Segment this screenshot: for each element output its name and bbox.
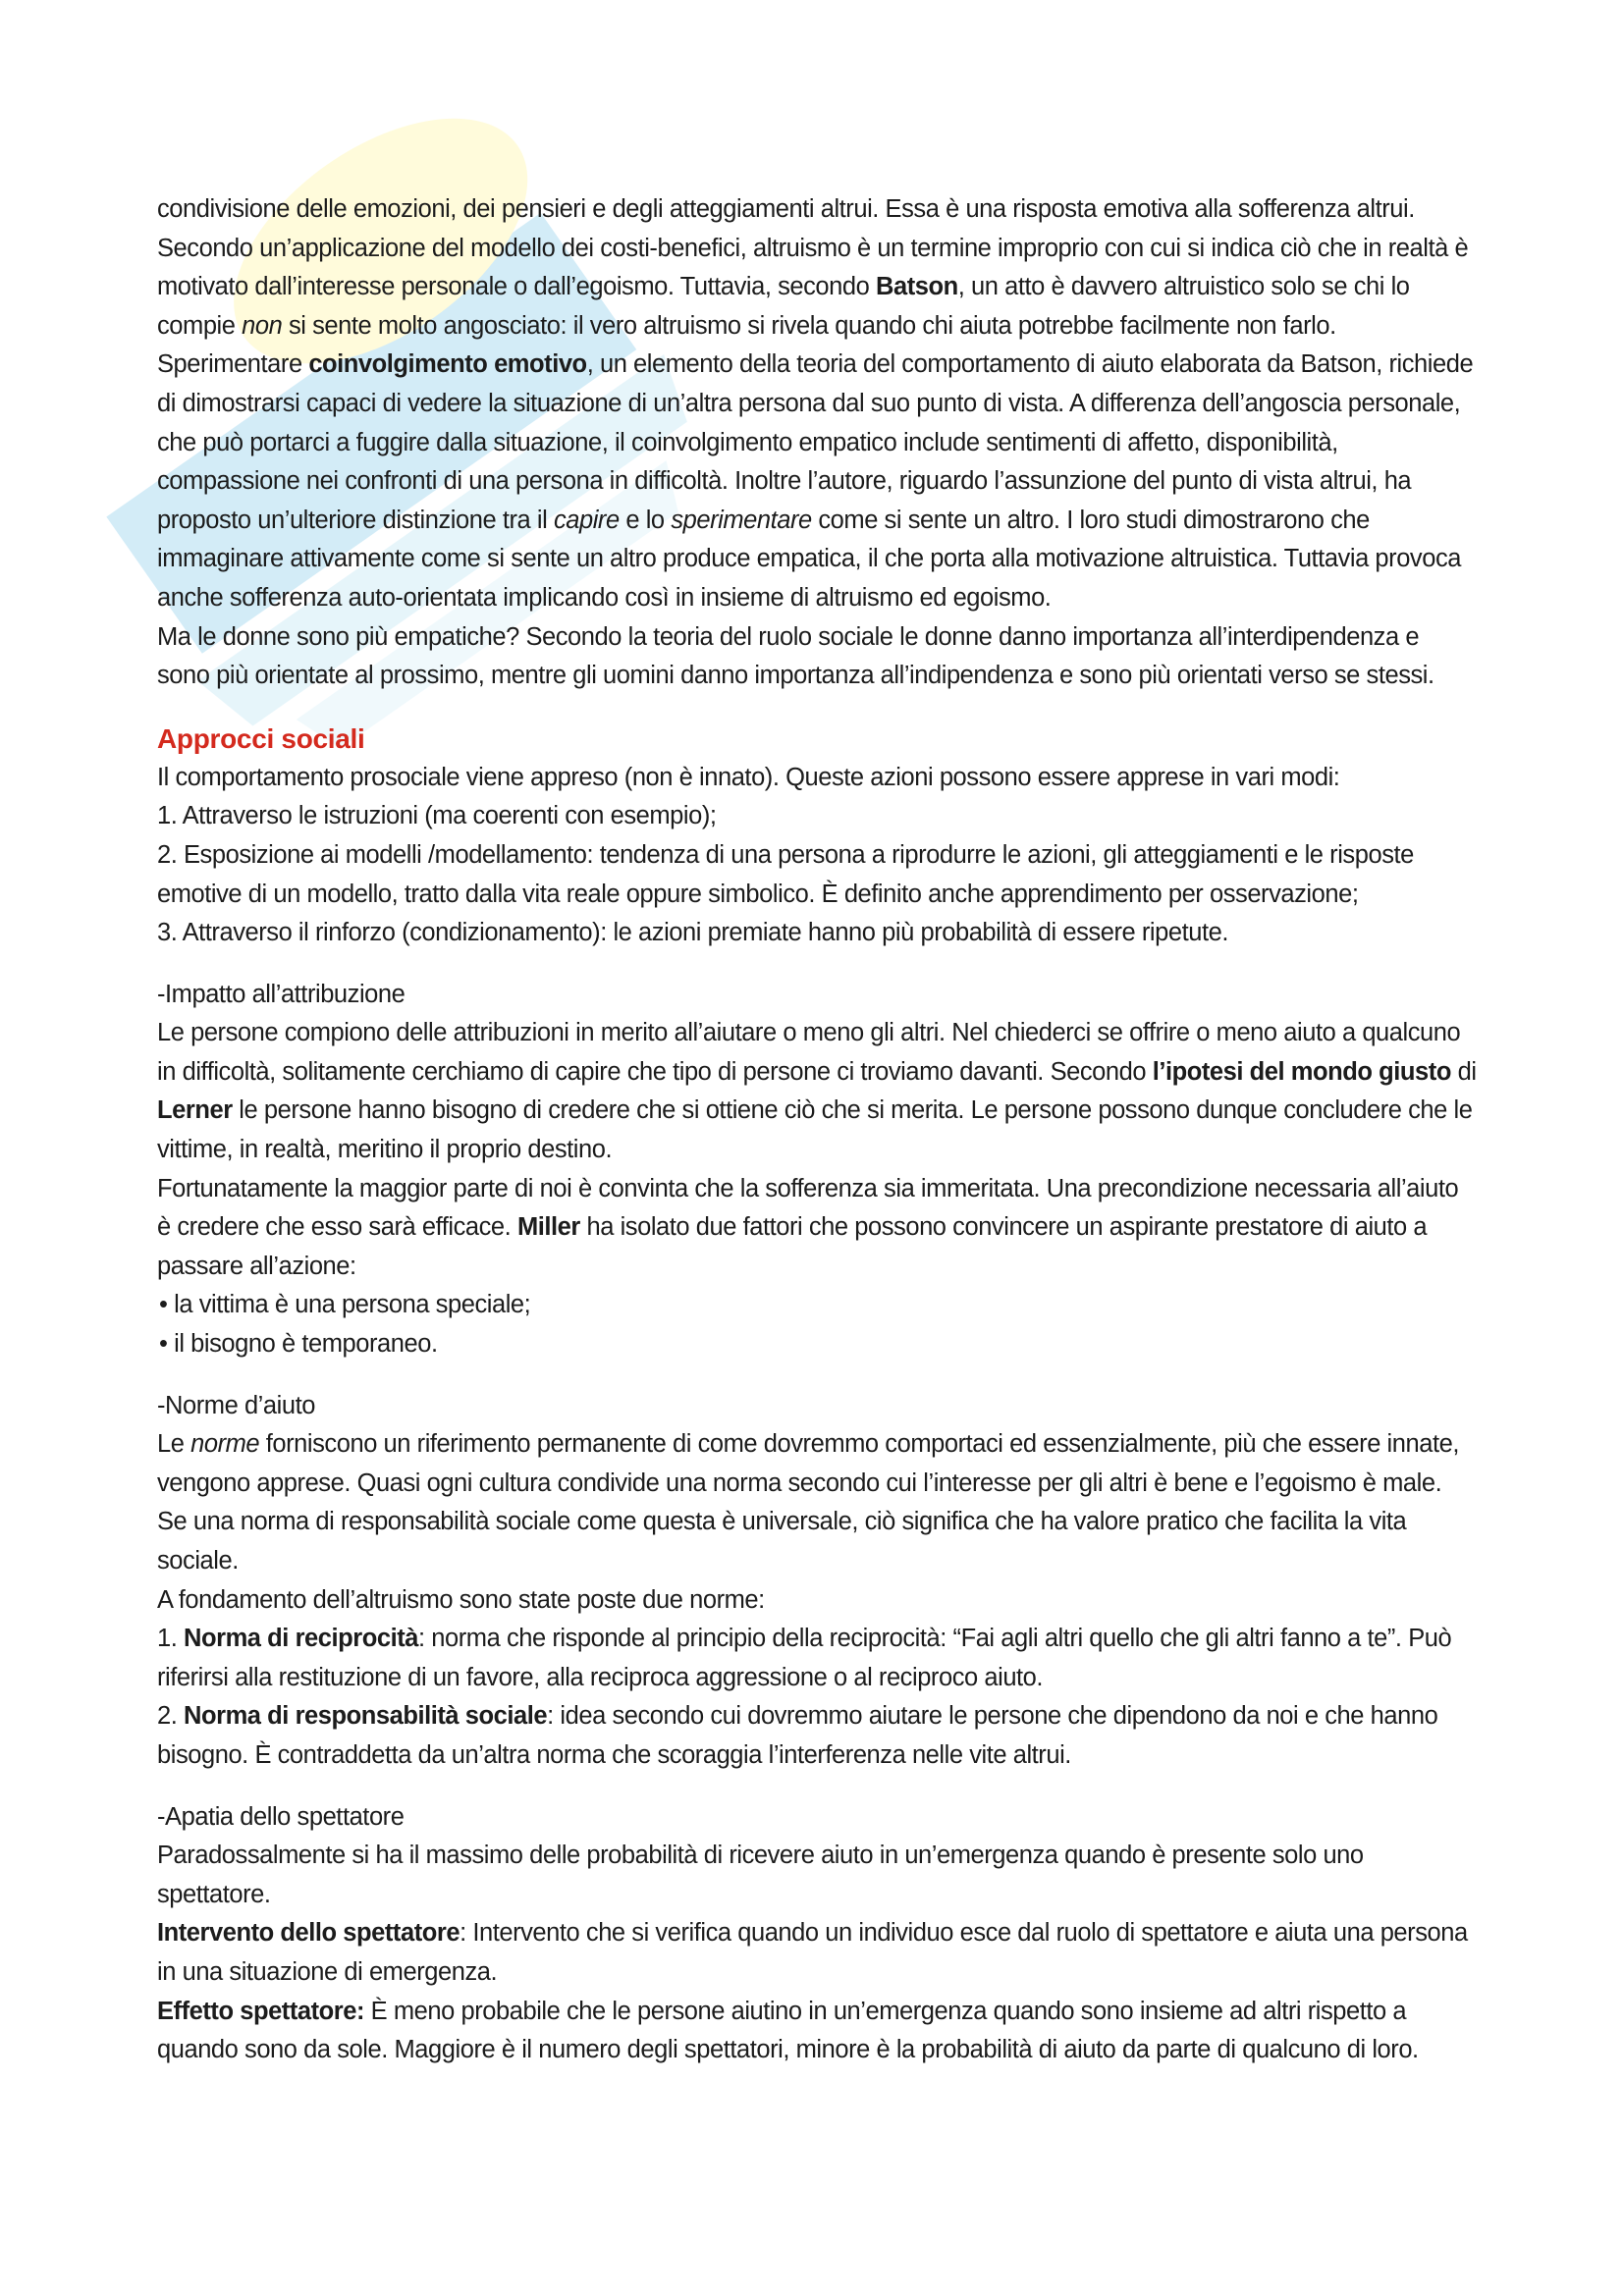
term-effetto-spettatore: Effetto spettatore: [157,1997,365,2025]
subheading-impatto-attribuzione: -Impatto all’attribuzione [157,980,406,1008]
bullet-item-2: • il bisogno è temporaneo. [159,1330,438,1359]
approcci-item-1: 1. Attraverso le istruzioni (ma coerenti con esempio); [157,802,717,830]
intro-paragraph: condivisione delle emozioni, dei pensieri e degli atteggiamenti altrui. Essa è una risposta emotiva alla sofferenza altrui. Secondo un’applicazione del modello dei costi-benefici, altruismo è un termine improprio con cui si indica ciò che in realtà è motivato dall’interesse personale o dall’egoismo. Tuttavia, secondo Batson, un atto è davvero altruistico solo se chi lo compie non si sente molto angosciato: il vero altruismo si rivela quando chi aiuta potrebbe facilmente non farlo. Sperimentare coinvolgimento emotivo, un elemento della teoria del comportamento di aiuto elaborata da Batson, richiede di dimostrarsi capaci di vedere la situazione di un’altra persona dal suo punto di vista. A differenza dell’angoscia personale, che può portarci a fuggire dalla situazione, il coinvolgimento empatico include sentimenti di affetto, disponibilità, compassione nei confronti di una persona in difficoltà. Inoltre l’autore, riguardo l’assunzione del punto di vista altrui, ha proposto un’ulteriore distinzione tra il capire e lo sperimentare come si sente un altro. I loro studi dimostrarono che immaginare attivamente come si sente un altro produce empatica, il che porta alla motivazione altruistica. Tuttavia provoca anche sofferenza auto-orientata implicando così in insieme di altruismo ed egoismo. [157,195,1474,612]
attribuzione-paragraph-1: Le persone compiono delle attribuzioni in merito all’aiutare o meno gli altri. Nel chiederci se offrire o meno aiuto a qualcuno in difficoltà, solitamente cerchiamo di capire che tipo di persone ci troviamo davanti. Secondo l’ipotesi del mondo giusto di Lerner le persone hanno bisogno di credere che si ottiene ciò che si merita. Le persone possono dunque concludere che le vittime, in realtà, meritino il proprio destino. [157,1019,1477,1164]
term-ipotesi-mondo-giusto: l’ipotesi del mondo giusto [1152,1057,1451,1086]
definition-effetto-spettatore: Effetto spettatore: È meno probabile che le persone aiutino in un’emergenza quando sono insieme ad altri rispetto a quando sono da sole. Maggiore è il numero degli spettatori, minore è la probabilità di aiuto da parte di qualcuno di loro. [157,1997,1419,2064]
approcci-item-3: 3. Attraverso il rinforzo (condizionamento): le azioni premiate hanno più probabilità di essere ripetute. [157,919,1228,947]
apatia-paragraph-1: Paradossalmente si ha il massimo delle probabilità di ricevere aiuto in un’emergenza quando è presente solo uno spettatore. [157,1842,1364,1908]
term-norma-reciprocita: Norma di reciprocità [184,1625,419,1653]
approcci-item-2: 2. Esposizione ai modelli /modellamento: tendenza di una persona a riprodurre le azioni, gli atteggiamenti e le risposte emotive di un modello, tratto dalla vita reale oppure simbolico. È definito anche apprendimento per osservazione; [157,840,1414,908]
spacer [157,953,1478,976]
document-body [157,190,1478,2070]
norme-paragraph-2: A fondamento dell’altruismo sono state poste due norme: [157,1585,765,1614]
term-coinvolgimento-emotivo: coinvolgimento emotivo [308,350,587,379]
norma-responsabilita-sociale: 2. Norma di responsabilità sociale: idea secondo cui dovremmo aiutare le persone che dipendono da noi e che hanno bisogno. È contraddetta da un’altra norma che scoraggia l’interferenza nelle vite altrui. [157,1702,1438,1769]
spacer [157,1776,1478,1798]
intro-paragraph-2: Ma le donne sono più empatiche? Secondo la teoria del ruolo sociale le donne danno importanza all’interdipendenza e sono più orientate al prossimo, mentre gli uomini danno importanza all’indipendenza e sono più orientati verso se stessi. [157,622,1434,690]
spacer [157,696,1478,720]
term-batson: Batson [876,273,958,301]
term-miller: Miller [516,1213,580,1242]
term-intervento-spettatore: Intervento dello spettatore [157,1919,460,1948]
term-lerner: Lerner [157,1096,233,1125]
approcci-lead: Il comportamento prosociale viene appreso (non è innato). Queste azioni possono essere apprese in vari modi: [157,763,1340,791]
subheading-apatia-spettatore: -Apatia dello spettatore [157,1802,405,1831]
norma-reciprocita: 1. Norma di reciprocità: norma che risponde al principio della reciprocità: “Fai agli altri quello che gli altri fanno a te”. Può riferirsi alla restituzione di un favore, alla reciproca aggressione o al reciproco aiuto. [157,1625,1452,1691]
term-norma-responsabilita: Norma di responsabilità sociale [184,1702,548,1731]
subheading-norme-aiuto: -Norme d’aiuto [157,1391,315,1419]
definition-intervento-spettatore: Intervento dello spettatore: Intervento che si verifica quando un individuo esce dal ruolo di spettatore e aiuta una persona in una situazione di emergenza. [157,1919,1468,1986]
section-title-approcci-sociali: Approcci sociali [157,722,365,754]
attribuzione-paragraph-2: Fortunatamente la maggior parte di noi è convinta che la sofferenza sia immeritata. Una precondizione necessaria all’aiuto è credere che esso sarà efficace. Miller ha isolato due fattori che possono convincere un aspirante prestatore di aiuto a passare all’azione: [157,1174,1459,1280]
norme-paragraph-1: Le norme forniscono un riferimento permanente di come dovremmo comportaci ed essenzialmente, più che essere innate, vengono apprese. Quasi ogni cultura condivide una norma secondo cui l’interesse per gli altri è bene e l’egoismo è male. Se una norma di responsabilità sociale come questa è universale, ciò significa che ha valore pratico che facilita la vita sociale. [157,1430,1459,1575]
bullet-item-1: • la vittima è una persona speciale; [159,1291,531,1319]
spacer [157,1364,1478,1387]
